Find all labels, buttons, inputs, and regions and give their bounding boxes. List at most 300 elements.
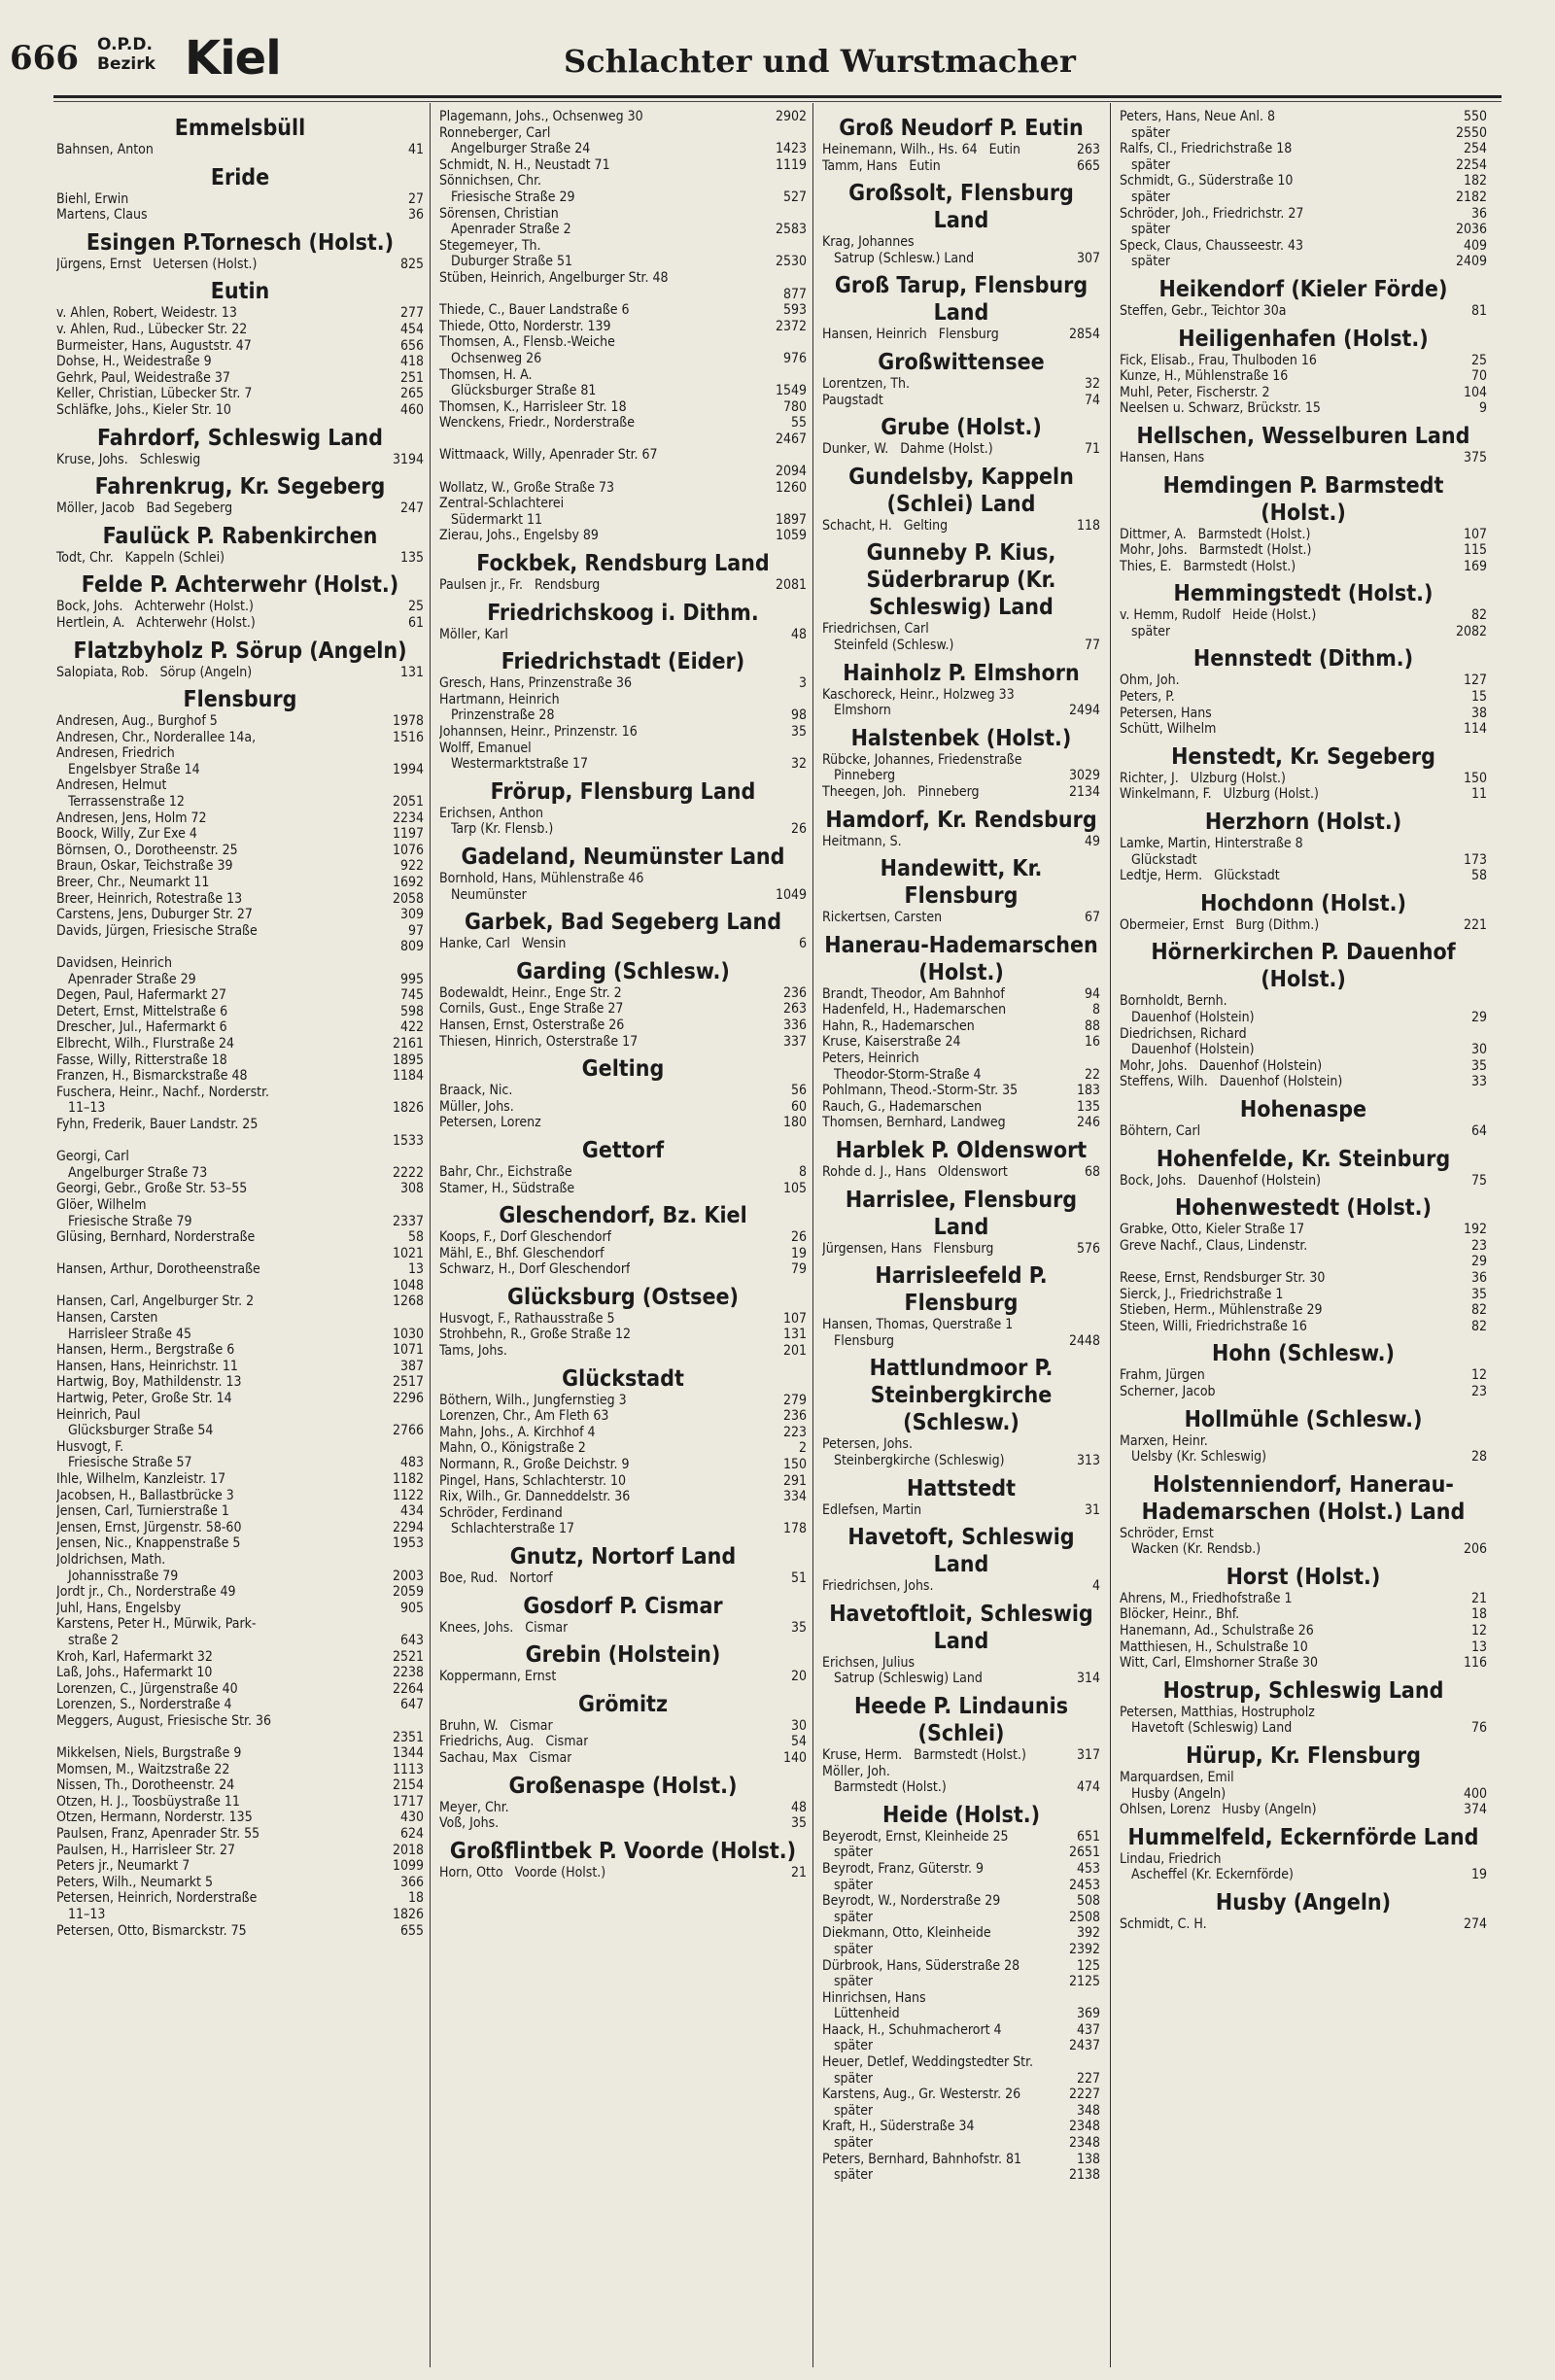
directory-entry (439, 270, 807, 287)
directory-entry (439, 887, 807, 904)
directory-entry (822, 910, 1100, 926)
entry-phone: 366 (399, 1874, 424, 1890)
directory-entry (439, 1099, 807, 1116)
entry-phone: 1826 (392, 1907, 424, 1923)
entry-phone: 56 (790, 1083, 807, 1099)
directory-entry (56, 1745, 424, 1762)
directory-entry (1120, 1720, 1487, 1737)
directory-entry (1120, 836, 1487, 852)
entry-phone: 183 (1076, 1083, 1100, 1099)
entry-name: Lorenzen, C., Jürgenstraße 40 (56, 1680, 238, 1697)
directory-entry (1120, 1916, 1487, 1933)
entry-name: Fasse, Willy, Ritterstraße 18 (56, 1052, 227, 1068)
entry-name: Hansen, Thomas, Querstraße 1 (822, 1317, 1014, 1333)
entry-name: Friesische Straße 79 (56, 1213, 192, 1229)
place-heading: Gunneby P. Kius, Süderbrarup (Kr. Schleswig) Land (866, 540, 1056, 621)
entry-name: Rix, Wilh., Gr. Danneddelstr. 36 (439, 1489, 631, 1505)
directory-entry (1120, 190, 1487, 206)
entry-phone: 169 (1463, 558, 1487, 574)
entry-phone: 314 (1076, 1671, 1100, 1687)
directory-entry (439, 222, 807, 238)
header-rule (53, 95, 1502, 98)
entry-phone: 61 (407, 614, 424, 631)
place-heading: Hollmühle (Schlesw.) (1184, 1406, 1423, 1432)
directory-entry (439, 1311, 807, 1328)
place-heading: Hemmingstedt (Holst.) (1173, 581, 1434, 607)
directory-entry (1120, 1802, 1487, 1818)
entry-phone: 67 (1084, 910, 1100, 926)
directory-entry (1120, 1655, 1487, 1672)
directory-entry (1120, 1433, 1487, 1450)
entry-phone: 115 (1463, 542, 1487, 559)
entry-name: Thiede, Otto, Norderstr. 139 (439, 318, 611, 334)
entry-phone: 82 (1470, 1318, 1487, 1334)
entry-phone: 38 (1470, 705, 1487, 721)
directory-entry (1120, 1026, 1487, 1043)
entry-name: Friedrichsen, Johs. (822, 1578, 934, 1595)
directory-entry (56, 1907, 424, 1923)
directory-entry (439, 464, 807, 480)
directory-entry (439, 125, 807, 142)
entry-name: Schütt, Wilhelm (1120, 721, 1217, 738)
entry-name: Satrup (Schleswig) Land (822, 1671, 983, 1687)
directory-entry (1120, 450, 1487, 466)
entry-phone: 2348 (1068, 2119, 1100, 2135)
directory-entry (822, 1990, 1100, 2007)
entry-name: Glücksburger Straße 81 (439, 383, 597, 399)
entry-name: Friesische Straße 29 (439, 189, 575, 205)
entry-name: Hansen, Ernst, Osterstraße 26 (439, 1017, 625, 1033)
entry-phone: 221 (1463, 916, 1487, 933)
entry-name: Dürbrook, Hans, Süderstraße 28 (822, 1957, 1020, 1974)
entry-name: 11–13 (56, 1907, 106, 1923)
entry-phone: 508 (1076, 1893, 1100, 1910)
entry-name: Johannsen, Heinr., Prinzenstr. 16 (439, 724, 638, 740)
entry-phone: 8 (1091, 1002, 1100, 1018)
directory-entry (56, 1327, 424, 1343)
entry-name: Bock, Johs. Achterwehr (Holst.) (56, 599, 254, 615)
entry-name: Neumünster (439, 886, 527, 903)
entry-name: Peters, Hans, Neue Anl. 8 (1120, 109, 1276, 124)
entry-name: Heinrich, Paul (56, 1406, 141, 1423)
directory-entry (56, 1165, 424, 1182)
entry-name: Lindau, Friedrich (1120, 1850, 1222, 1867)
directory-entry (1120, 1222, 1487, 1238)
entry-phone: 76 (1470, 1720, 1487, 1737)
place-heading: Hohenfelde, Kr. Steinburg (1156, 1146, 1451, 1172)
directory-entry (439, 1865, 807, 1881)
entry-name: v. Ahlen, Robert, Weidestr. 13 (56, 305, 237, 322)
entry-phone: 35 (790, 1619, 807, 1636)
entry-name: Elmshorn (822, 703, 891, 719)
entry-name: später (822, 2070, 874, 2087)
directory-entry (56, 1681, 424, 1698)
place-heading: Husby (Angeln) (1215, 1890, 1392, 1915)
entry-name: Mähl, E., Bhf. Gleschendorf (439, 1245, 605, 1261)
entry-name: Jensen, Nic., Knappenstraße 5 (56, 1535, 241, 1552)
directory-entry (56, 762, 424, 778)
directory-entry (1120, 353, 1487, 369)
directory-entry (56, 875, 424, 891)
district-line-1: O.P.D. (97, 35, 153, 54)
directory-entry (1120, 624, 1487, 640)
entry-name: Hansen, Hans (1120, 449, 1205, 466)
entry-phone: 291 (782, 1472, 807, 1489)
place-heading: Fockbek, Rendsburg Land (476, 551, 770, 577)
entry-phone: 35 (1470, 1057, 1487, 1074)
directory-entry (439, 1734, 807, 1750)
place-heading: Glücksburg (Ostsee) (506, 1284, 740, 1310)
directory-entry (439, 1425, 807, 1441)
place-heading: Henstedt, Kr. Segeberg (1171, 743, 1435, 770)
entry-name: Schacht, H. Gelting (822, 517, 949, 534)
directory-entry (1120, 254, 1487, 270)
place-heading: Großwittensee (878, 349, 1045, 375)
directory-entry (822, 1671, 1100, 1687)
page-number: 666 (10, 39, 79, 78)
directory-entry (822, 234, 1100, 251)
entry-name: Schröder, Ernst (1120, 1525, 1214, 1541)
directory-entry (56, 1520, 424, 1536)
entry-phone: 334 (782, 1489, 807, 1505)
directory-entry (1120, 1238, 1487, 1255)
directory-entry (56, 1697, 424, 1713)
entry-name: Schmidt, N. H., Neustadt 71 (439, 156, 610, 173)
entry-phone: 23 (1470, 1237, 1487, 1254)
entry-name: Hadenfeld, H., Hademarschen (822, 1002, 1007, 1018)
entry-name: Westermarktstraße 17 (439, 756, 589, 773)
entry-name: später (822, 2135, 874, 2152)
entry-name: Thies, E. Barmstedt (Holst.) (1120, 558, 1296, 574)
entry-phone: 409 (1463, 237, 1487, 254)
directory-entry (439, 496, 807, 512)
entry-phone: 77 (1084, 637, 1100, 653)
entry-name: Scherner, Jacob (1120, 1383, 1216, 1399)
entry-phone: 9 (1478, 400, 1487, 417)
directory-entry (56, 891, 424, 908)
directory-entry (822, 638, 1100, 654)
entry-name: Steinfeld (Schlesw.) (822, 637, 954, 653)
entry-phone: 2081 (775, 577, 807, 594)
entry-phone: 125 (1076, 1957, 1100, 1974)
entry-phone: 825 (399, 256, 424, 272)
entry-phone: 2296 (392, 1391, 424, 1407)
directory-entry (56, 1278, 424, 1294)
entry-phone: 1897 (775, 511, 807, 528)
entry-name: Schmidt, C. H. (1120, 1916, 1207, 1932)
entry-name: Heitmann, S. (822, 833, 902, 849)
entry-name: Ronneberger, Carl (439, 124, 551, 141)
entry-name: Zierau, Johs., Engelsby 89 (439, 528, 599, 544)
directory-entry (822, 1002, 1100, 1018)
entry-name: Peters jr., Neumarkt 7 (56, 1858, 190, 1875)
place-heading: Gadeland, Neumünster Land (461, 844, 785, 870)
entry-phone: 2294 (392, 1519, 424, 1535)
entry-phone: 64 (1470, 1122, 1487, 1139)
entry-phone: 11 (1470, 786, 1487, 803)
page-title: Schlachter und Wurstmacher (564, 43, 1076, 80)
entry-phone: 2530 (775, 254, 807, 270)
directory-entry (1120, 238, 1487, 255)
entry-phone: 36 (1470, 205, 1487, 222)
directory-entry (439, 238, 807, 255)
entry-name: Erichsen, Anthon (439, 805, 544, 821)
entry-phone: 173 (1463, 851, 1487, 868)
directory-entry (822, 1034, 1100, 1051)
directory-entry (439, 190, 807, 206)
directory-entry (56, 1085, 424, 1101)
entry-name: Jordt jr., Ch., Norderstraße 49 (56, 1584, 236, 1601)
entry-phone: 55 (790, 415, 807, 431)
directory-entry (822, 1893, 1100, 1910)
entry-phone: 16 (1084, 1034, 1100, 1051)
entry-name: Wollatz, W., Große Straße 73 (439, 479, 615, 496)
directory-entry (822, 2006, 1100, 2022)
directory-entry (56, 745, 424, 762)
entry-phone: 29 (1470, 1254, 1487, 1270)
entry-name: Braun, Oskar, Teichstraße 39 (56, 858, 233, 875)
entry-name: Gehrk, Paul, Weidestraße 37 (56, 369, 230, 386)
directory-entry (822, 158, 1100, 175)
entry-name: Schlachterstraße 17 (439, 1521, 574, 1537)
directory-entry (56, 1713, 424, 1730)
entry-phone: 36 (407, 207, 424, 224)
place-heading: Eride (210, 164, 270, 190)
entry-phone: 2348 (1068, 2135, 1100, 2152)
directory-entry (1120, 1123, 1487, 1140)
entry-phone: 1978 (392, 713, 424, 730)
entry-name: Otzen, Hermann, Norderstr. 135 (56, 1810, 253, 1826)
entry-phone: 2448 (1068, 1332, 1100, 1349)
directory-entry (822, 687, 1100, 704)
directory-entry (1120, 1867, 1487, 1883)
entry-phone: 2392 (1068, 1941, 1100, 1957)
entry-phone: 30 (1470, 1042, 1487, 1058)
directory-entry (822, 752, 1100, 769)
directory-entry (1120, 109, 1487, 125)
entry-name: Boock, Willy, Zur Exe 4 (56, 826, 197, 843)
entry-phone: 2467 (775, 431, 807, 447)
entry-name: Bock, Johs. Dauenhof (Holstein) (1120, 1172, 1322, 1189)
entry-name: Zentral-Schlachterei (439, 496, 565, 512)
directory-entry (56, 1181, 424, 1197)
entry-name: Karstens, Peter H., Mürwik, Park- (56, 1616, 257, 1633)
entry-name: Schmidt, G., Süderstraße 10 (1120, 173, 1294, 190)
entry-name: Stüben, Heinrich, Angelburger Str. 48 (439, 269, 669, 286)
place-heading: Halstenbek (Holst.) (850, 725, 1072, 751)
column-4 (1120, 109, 1487, 2363)
directory-entry (56, 599, 424, 615)
directory-entry (822, 1764, 1100, 1780)
entry-name: Jensen, Carl, Turnierstraße 1 (56, 1503, 229, 1520)
entry-name: Strohbehn, R., Große Straße 12 (439, 1327, 632, 1343)
entry-phone: 116 (1463, 1655, 1487, 1672)
entry-name: Ochsenweg 26 (439, 350, 542, 366)
directory-entry (822, 2071, 1100, 2087)
directory-entry (822, 1861, 1100, 1878)
entry-phone: 4 (1091, 1578, 1100, 1595)
entry-phone: 647 (399, 1697, 424, 1713)
directory-entry (822, 703, 1100, 719)
directory-entry (822, 986, 1100, 1003)
directory-entry (822, 1655, 1100, 1672)
entry-name: Duburger Straße 51 (439, 254, 573, 270)
directory-entry (439, 936, 807, 952)
entry-phone: 94 (1084, 985, 1100, 1002)
entry-name: Voß, Johs. (439, 1815, 500, 1832)
entry-name: Frahm, Jürgen (1120, 1367, 1205, 1384)
entry-phone: 2154 (392, 1777, 424, 1794)
place-heading: Groß Neudorf P. Eutin (839, 116, 1084, 141)
directory-entry (439, 512, 807, 529)
entry-phone: 70 (1470, 368, 1487, 385)
entry-phone: 2766 (392, 1423, 424, 1439)
directory-entry (56, 257, 424, 273)
entry-name: Sachau, Max Cismar (439, 1749, 572, 1766)
directory-entry (439, 1261, 807, 1278)
entry-phone: 905 (399, 1600, 424, 1616)
directory-entry (439, 724, 807, 741)
entry-name: Muhl, Peter, Fischerstr. 2 (1120, 384, 1270, 400)
entry-name: später (822, 1877, 874, 1893)
directory-entry (439, 871, 807, 887)
entry-name: Paugstadt (822, 392, 883, 408)
entry-name: Marquardsen, Emil (1120, 1770, 1234, 1786)
directory-entry (1120, 222, 1487, 238)
entry-phone: 656 (399, 337, 424, 354)
directory-entry (1120, 786, 1487, 803)
place-heading: Hellschen, Wesselburen Land (1136, 423, 1470, 449)
entry-phone: 114 (1463, 721, 1487, 738)
entry-name: Breer, Heinrich, Rotestraße 13 (56, 890, 243, 907)
entry-name: Greve Nachf., Claus, Lindenstr. (1120, 1237, 1308, 1254)
entry-name: Steffen, Gebr., Teichtor 30a (1120, 302, 1287, 319)
directory-entry (439, 1570, 807, 1587)
entry-name: Dauenhof (Holstein) (1120, 1042, 1255, 1058)
place-heading: Havetoft, Schleswig Land (847, 1525, 1075, 1578)
directory-entry (822, 251, 1100, 267)
place-heading: Grebin (Holstein) (525, 1642, 721, 1669)
entry-phone: 3 (798, 675, 807, 692)
directory-entry (439, 319, 807, 335)
entry-name: Bahnsen, Anton (56, 142, 154, 157)
place-heading: Hostrup, Schleswig Land (1162, 1677, 1444, 1704)
directory-entry (439, 1815, 807, 1832)
directory-entry (56, 1826, 424, 1843)
directory-entry (439, 1034, 807, 1051)
entry-name: Thomsen, H. A. (439, 366, 533, 383)
directory-entry (56, 1359, 424, 1375)
entry-phone: 30 (790, 1717, 807, 1734)
entry-phone: 135 (399, 549, 424, 566)
directory-entry (56, 955, 424, 972)
entry-name: v. Hemm, Rudolf Heide (Holst.) (1120, 607, 1317, 624)
directory-entry (822, 1317, 1100, 1333)
entry-phone: 223 (782, 1424, 807, 1440)
directory-entry (56, 1569, 424, 1585)
directory-entry (1120, 1287, 1487, 1303)
entry-name: Lüttenheid (822, 2006, 900, 2022)
entry-name: Barmstedt (Holst.) (822, 1779, 947, 1796)
entry-phone: 18 (1470, 1606, 1487, 1623)
entry-name: Kruse, Herm. Barmstedt (Holst.) (822, 1746, 1026, 1763)
entry-phone: 624 (399, 1826, 424, 1843)
column-divider (1110, 103, 1111, 2367)
entry-name: Hansen, Carsten (56, 1310, 158, 1327)
place-heading: Groß Tarup, Flensburg Land (834, 273, 1088, 327)
entry-phone: 131 (782, 1327, 807, 1343)
entry-phone: 254 (1463, 141, 1487, 157)
entry-phone: 19 (790, 1245, 807, 1261)
entry-name: Kaschoreck, Heinr., Holzweg 33 (822, 686, 1015, 703)
directory-entry (1120, 1786, 1487, 1803)
directory-entry (56, 972, 424, 988)
directory-entry (56, 142, 424, 158)
directory-entry (1120, 1302, 1487, 1319)
entry-phone: 178 (782, 1521, 807, 1537)
directory-entry (56, 1293, 424, 1310)
entry-name: Lamke, Martin, Hinterstraße 8 (1120, 836, 1303, 852)
entry-name: Beyerodt, Ernst, Kleinheide 25 (822, 1828, 1009, 1845)
directory-entry (822, 2087, 1100, 2103)
directory-entry (439, 254, 807, 270)
page-header (0, 0, 1555, 97)
place-heading: Großsolt, Flensburg Land (848, 181, 1074, 234)
directory-entry (56, 1197, 424, 1214)
entry-phone: 418 (399, 354, 424, 370)
entry-name: Peters, Heinrich (822, 1051, 919, 1067)
entry-name: Hinrichsen, Hans (822, 1989, 926, 2006)
place-heading: Heede P. Lindaunis (Schlei) (853, 1693, 1069, 1746)
directory-entry (822, 518, 1100, 535)
directory-entry (1120, 173, 1487, 190)
entry-name: Hahn, R., Hademarschen (822, 1018, 975, 1034)
entry-name: Petersen, Hans (1120, 705, 1212, 721)
place-heading: Horst (Holst.) (1226, 1564, 1381, 1590)
entry-name: Juhl, Hans, Engelsby (56, 1600, 182, 1616)
entry-phone: 745 (399, 987, 424, 1004)
entry-name: Mohr, Johs. Barmstedt (Holst.) (1120, 542, 1312, 559)
directory-entry (56, 923, 424, 940)
entry-name: Apenrader Straße 2 (439, 222, 571, 238)
entry-phone: 348 (1076, 2102, 1100, 2119)
directory-entry (56, 843, 424, 859)
entry-phone: 192 (1463, 1222, 1487, 1238)
place-heading: Hürup, Kr. Flensburg (1186, 1743, 1421, 1770)
entry-name: Normann, R., Große Deichstr. 9 (439, 1457, 630, 1473)
entry-name: Fyhn, Frederik, Bauer Landstr. 25 (56, 1116, 259, 1132)
entry-phone: 206 (1463, 1541, 1487, 1558)
place-heading: Hochdonn (Holst.) (1200, 890, 1406, 916)
entry-phone: 150 (782, 1457, 807, 1473)
entry-name: Petersen, Otto, Bismarckstr. 75 (56, 1922, 247, 1939)
entry-phone: 2227 (1068, 2087, 1100, 2103)
entry-phone: 2409 (1455, 254, 1487, 270)
directory-entry (56, 730, 424, 746)
entry-phone: 2059 (392, 1584, 424, 1601)
place-heading: Glückstadt (562, 1365, 684, 1392)
entry-name: Satrup (Schlesw.) Land (822, 250, 975, 266)
entry-name: Böhtern, Carl (1120, 1122, 1201, 1139)
entry-name: Peters, Bernhard, Bahnhofstr. 81 (822, 2151, 1022, 2167)
directory-entry (1120, 706, 1487, 722)
directory-entry (56, 1503, 424, 1520)
entry-phone: 655 (399, 1922, 424, 1939)
entry-phone: 392 (1076, 1925, 1100, 1942)
directory-entry (439, 1750, 807, 1767)
entry-name: Ledtje, Herm. Glückstadt (1120, 868, 1280, 884)
directory-entry (56, 1149, 424, 1165)
